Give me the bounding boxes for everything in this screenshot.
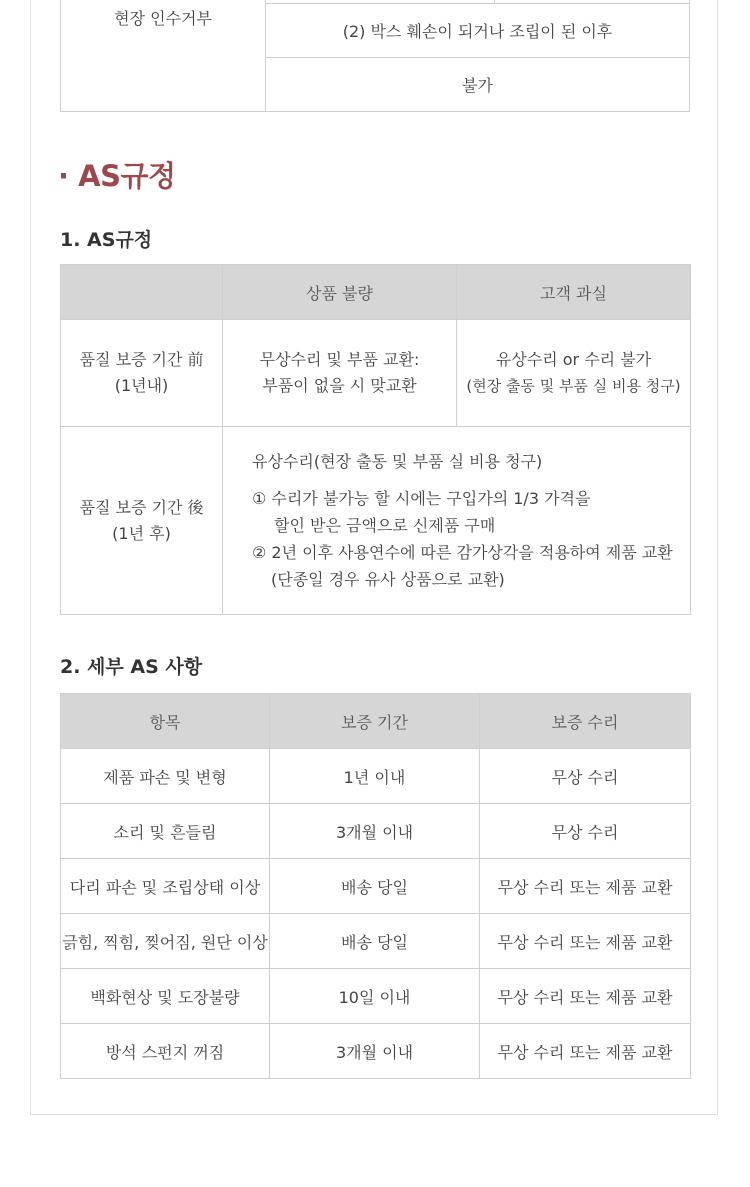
detail-period: 1년 이내 xyxy=(270,749,480,804)
refusal-condition-cell xyxy=(266,4,690,58)
refund-table-fragment xyxy=(60,0,690,112)
section-bullet: · xyxy=(58,159,69,193)
section-title-text: AS규정 xyxy=(78,159,176,193)
refusal-condition: (2) 박스 훼손이 되거나 조립이 된 이후 xyxy=(342,22,613,41)
details-header-repair: 보증 수리 xyxy=(480,694,691,749)
table-row xyxy=(61,1024,691,1079)
refusal-label-cell xyxy=(61,0,266,112)
after-label-line1: 품질 보증 기간 後 xyxy=(79,497,204,517)
detail-item: 백화현상 및 도장불량 xyxy=(61,969,270,1024)
refusal-label: 현장 인수거부 xyxy=(114,9,212,28)
after-rule-item1-line2: 할인 받은 금액으로 신제품 구매 xyxy=(274,515,496,535)
detail-period: 배송 당일 xyxy=(270,859,480,914)
after-rule-item2-line1: ② 2년 이후 사용연수에 따른 감가상각을 적용하여 제품 교환 xyxy=(252,542,673,562)
detail-item: 제품 파손 및 변형 xyxy=(61,749,270,804)
detail-repair: 무상 수리 xyxy=(480,804,691,859)
table-row xyxy=(61,804,691,859)
after-rule-item1-line1: ① 수리가 불가능 할 시에는 구입가의 1/3 가격을 xyxy=(252,488,591,508)
refusal-result-cell xyxy=(266,58,690,112)
table-row xyxy=(61,914,691,969)
before-defect-line2: 부품이 없을 시 맞교환 xyxy=(262,376,417,395)
after-rule-item2-line2: (단종일 경우 유사 상품으로 교환) xyxy=(271,569,505,589)
before-fault-line2: (현장 출동 및 부품 실 비용 청구) xyxy=(466,377,681,395)
as-rules-header-defect: 상품 불량 xyxy=(223,265,457,320)
before-label-line2: (1년내) xyxy=(114,376,169,395)
table-row xyxy=(61,859,691,914)
as-rules-header-row xyxy=(61,265,691,320)
detail-repair: 무상 수리 xyxy=(480,749,691,804)
detail-repair: 무상 수리 또는 제품 교환 xyxy=(480,1024,691,1079)
table-row xyxy=(61,749,691,804)
details-subtitle: 2. 세부 AS 사항 xyxy=(60,656,203,678)
as-rules-header-empty xyxy=(61,265,223,320)
detail-item: 소리 및 흔들림 xyxy=(61,804,270,859)
details-header-row xyxy=(61,694,691,749)
detail-period: 3개월 이내 xyxy=(270,804,480,859)
details-header-item: 항목 xyxy=(61,694,270,749)
detail-period: 배송 당일 xyxy=(270,914,480,969)
as-rules-table xyxy=(60,264,691,615)
detail-item: 긁힘, 찍힘, 찢어짐, 원단 이상 xyxy=(61,914,270,969)
as-rules-row-after xyxy=(61,427,691,615)
as-rules-subtitle: 1. AS규정 xyxy=(60,229,153,251)
before-label-line1: 품질 보증 기간 前 xyxy=(79,350,204,369)
table-row xyxy=(61,969,691,1024)
after-rule-lead: 유상수리(현장 출동 및 부품 실 비용 청구) xyxy=(252,451,543,471)
detail-period: 10일 이내 xyxy=(270,969,480,1024)
detail-repair: 무상 수리 또는 제품 교환 xyxy=(480,914,691,969)
details-table xyxy=(60,693,691,1079)
before-defect-line1: 무상수리 및 부품 교환: xyxy=(259,350,420,369)
after-rule-cell xyxy=(223,427,691,615)
before-label-cell xyxy=(61,320,223,427)
after-label-cell xyxy=(61,427,223,615)
section-title xyxy=(58,154,176,195)
details-header-period: 보증 기간 xyxy=(270,694,480,749)
before-fault-line1: 유상수리 or 수리 불가 xyxy=(495,350,652,369)
as-rules-header-fault: 고객 과실 xyxy=(457,265,691,320)
before-defect-cell xyxy=(223,320,457,427)
detail-repair: 무상 수리 또는 제품 교환 xyxy=(480,969,691,1024)
detail-item: 방석 스펀지 꺼짐 xyxy=(61,1024,270,1079)
as-rules-row-before xyxy=(61,320,691,427)
detail-repair: 무상 수리 또는 제품 교환 xyxy=(480,859,691,914)
detail-period: 3개월 이내 xyxy=(270,1024,480,1079)
before-fault-cell xyxy=(457,320,691,427)
detail-item: 다리 파손 및 조립상태 이상 xyxy=(61,859,270,914)
after-label-line2: (1년 후) xyxy=(112,523,171,543)
refusal-result: 불가 xyxy=(462,76,493,95)
